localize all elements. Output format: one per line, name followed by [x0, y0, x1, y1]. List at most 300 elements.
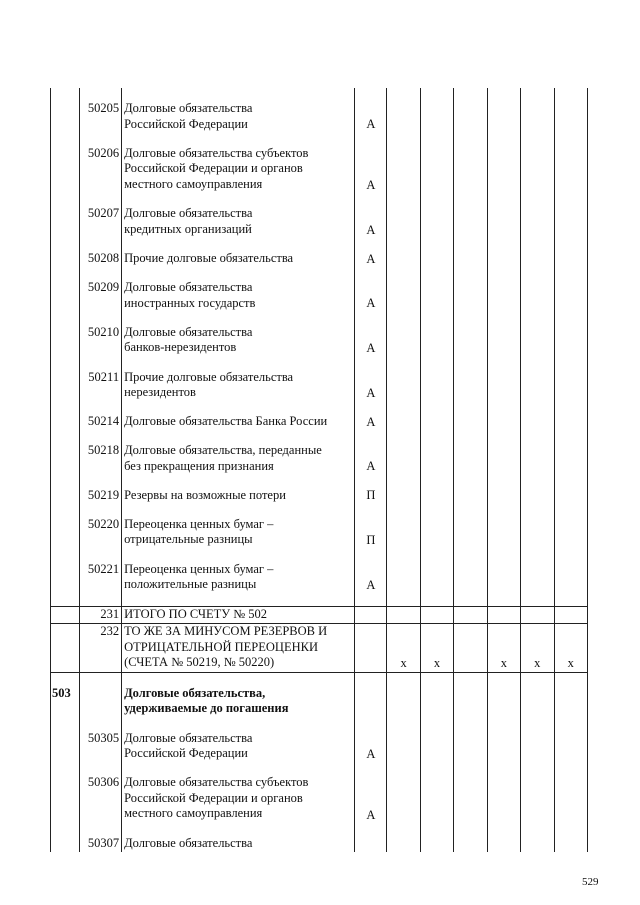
blank-cell — [554, 517, 588, 549]
blank-cell — [387, 549, 420, 562]
blank-cell — [387, 267, 420, 280]
blank-cell — [487, 504, 520, 517]
blank-cell — [487, 133, 520, 146]
blank-cell — [122, 430, 355, 443]
blank-cell — [487, 206, 520, 238]
blank-cell — [554, 357, 588, 370]
blank-cell — [521, 193, 554, 206]
table-row — [51, 836, 588, 852]
blank-cell — [355, 133, 387, 146]
blank-cell — [554, 146, 588, 194]
blank-cell — [487, 488, 520, 504]
account-name: Долговые обязательства иностранных государств — [122, 280, 355, 312]
spacer-row — [51, 593, 588, 607]
spacer-row — [51, 475, 588, 488]
blank-cell — [355, 593, 387, 607]
blank-cell — [454, 686, 487, 718]
blank-cell — [487, 823, 520, 836]
table-row — [51, 443, 588, 475]
spacer-row — [51, 193, 588, 206]
blank-cell — [51, 504, 80, 517]
blank-cell — [420, 280, 453, 312]
blank-cell — [51, 312, 80, 325]
blank-cell — [487, 475, 520, 488]
blank-cell — [387, 206, 420, 238]
blank-cell — [454, 836, 487, 852]
blank-cell — [420, 414, 453, 430]
blank-cell — [487, 146, 520, 194]
account-name: Долговые обязательства субъектов Российской Федерации и органов местного самоуправления — [122, 775, 355, 823]
blank-cell — [51, 549, 80, 562]
blank-cell — [521, 504, 554, 517]
group-cell — [51, 624, 80, 673]
account-name: Прочие долговые обязательства нерезидентов — [122, 370, 355, 402]
blank-cell — [521, 251, 554, 267]
blank-cell — [521, 312, 554, 325]
account-type: П — [355, 488, 387, 504]
table-row — [51, 517, 588, 549]
account-name: Долговые обязательства Банка России — [122, 414, 355, 430]
blank-cell — [122, 672, 355, 686]
group-row-503 — [51, 686, 588, 718]
account-type: А — [355, 146, 387, 194]
blank-cell — [355, 401, 387, 414]
blank-cell — [487, 325, 520, 357]
blank-cell — [420, 88, 453, 101]
account-name: Долговые обязательства кредитных организаций — [122, 206, 355, 238]
blank-cell — [420, 686, 453, 718]
spacer-row — [51, 549, 588, 562]
blank-cell — [487, 238, 520, 251]
blank-cell — [554, 193, 588, 206]
blank-cell — [387, 562, 420, 594]
blank-cell — [80, 549, 122, 562]
blank-cell — [355, 672, 387, 686]
total-name: ИТОГО ПО СЧЕТУ № 502 — [122, 607, 355, 624]
blank-cell — [454, 517, 487, 549]
blank-cell — [122, 593, 355, 607]
table-row — [51, 488, 588, 504]
blank-cell — [122, 312, 355, 325]
blank-cell — [51, 823, 80, 836]
account-type: А — [355, 414, 387, 430]
account-type: П — [355, 517, 387, 549]
blank-cell — [521, 686, 554, 718]
blank-cell — [454, 475, 487, 488]
blank-cell — [554, 414, 588, 430]
blank-cell — [454, 775, 487, 823]
blank-cell — [51, 672, 80, 686]
blank-cell — [454, 312, 487, 325]
blank-cell — [454, 593, 487, 607]
blank-cell — [521, 133, 554, 146]
blank-cell — [487, 549, 520, 562]
blank-cell — [487, 193, 520, 206]
blank-cell — [420, 593, 453, 607]
blank-cell — [355, 88, 387, 101]
blank-cell — [554, 401, 588, 414]
blank-cell — [355, 193, 387, 206]
blank-cell — [554, 312, 588, 325]
blank-cell — [387, 686, 420, 718]
table-row — [51, 562, 588, 594]
blank-cell — [355, 823, 387, 836]
blank-cell — [554, 718, 588, 731]
blank-cell — [420, 401, 453, 414]
blank-cell — [387, 430, 420, 443]
blank-cell — [554, 562, 588, 594]
blank-cell — [387, 762, 420, 775]
account-type: А — [355, 562, 387, 594]
blank-cell — [487, 401, 520, 414]
spacer-row — [51, 238, 588, 251]
group-cell — [51, 836, 80, 852]
blank-cell — [487, 251, 520, 267]
blank-cell — [51, 430, 80, 443]
blank-cell — [554, 607, 588, 624]
table-row — [51, 414, 588, 430]
blank-cell — [487, 562, 520, 594]
spacer-row — [51, 401, 588, 414]
blank-cell — [420, 430, 453, 443]
blank-cell — [487, 267, 520, 280]
blank-cell — [454, 762, 487, 775]
table-row — [51, 101, 588, 133]
blank-cell — [521, 731, 554, 763]
group-cell — [51, 414, 80, 430]
spacer-row — [51, 430, 588, 443]
blank-cell — [521, 280, 554, 312]
blank-cell — [554, 593, 588, 607]
blank-cell — [454, 88, 487, 101]
blank-cell — [122, 133, 355, 146]
blank-cell — [387, 475, 420, 488]
blank-cell — [420, 549, 453, 562]
blank-cell — [454, 430, 487, 443]
blank-cell — [454, 238, 487, 251]
blank-cell — [80, 823, 122, 836]
blank-cell — [80, 430, 122, 443]
account-type: А — [355, 206, 387, 238]
accounts-table — [50, 88, 588, 852]
blank-cell — [521, 370, 554, 402]
blank-cell — [420, 206, 453, 238]
blank-cell — [420, 443, 453, 475]
blank-cell — [387, 672, 420, 686]
blank-cell — [355, 357, 387, 370]
account-name: Долговые обязательства субъектов Российской Федерации и органов местного самоуправления — [122, 146, 355, 194]
blank-cell — [387, 517, 420, 549]
spacer-row — [51, 823, 588, 836]
blank-cell — [355, 267, 387, 280]
blank-cell — [521, 762, 554, 775]
blank-cell — [521, 325, 554, 357]
blank-cell — [487, 593, 520, 607]
blank-cell — [122, 401, 355, 414]
spacer-row — [51, 357, 588, 370]
account-type: А — [355, 251, 387, 267]
blank-cell — [387, 836, 420, 852]
account-number: 50207 — [80, 206, 122, 238]
blank-cell — [521, 593, 554, 607]
blank-cell — [454, 718, 487, 731]
blank-cell — [521, 718, 554, 731]
blank-cell — [420, 146, 453, 194]
account-type: А — [355, 443, 387, 475]
blank-cell — [554, 238, 588, 251]
blank-cell — [122, 549, 355, 562]
x-mark: х — [554, 624, 588, 673]
blank-cell — [554, 672, 588, 686]
blank-cell — [387, 280, 420, 312]
blank-cell — [487, 430, 520, 443]
blank-cell — [80, 593, 122, 607]
blank-cell — [355, 238, 387, 251]
account-number: 50206 — [80, 146, 122, 194]
blank-cell — [521, 267, 554, 280]
group-name: Долговые обязательства, удерживаемые до погашения — [122, 686, 355, 718]
blank-cell — [420, 238, 453, 251]
account-number — [80, 686, 122, 718]
blank-cell — [554, 686, 588, 718]
blank-cell — [521, 775, 554, 823]
blank-cell — [420, 762, 453, 775]
blank-cell — [387, 401, 420, 414]
table-row — [51, 251, 588, 267]
spacer-row — [51, 504, 588, 517]
blank-cell — [554, 101, 588, 133]
account-name: Прочие долговые обязательства — [122, 251, 355, 267]
account-number: 50219 — [80, 488, 122, 504]
blank-cell — [420, 672, 453, 686]
blank-cell — [387, 443, 420, 475]
blank-cell — [387, 88, 420, 101]
account-number: 50221 — [80, 562, 122, 594]
account-type: А — [355, 775, 387, 823]
blank-cell — [521, 88, 554, 101]
group-cell — [51, 731, 80, 763]
spacer-row — [51, 133, 588, 146]
blank-cell — [521, 401, 554, 414]
table-row — [51, 775, 588, 823]
account-name: Долговые обязательства Российской Федерации — [122, 731, 355, 763]
blank-cell — [487, 357, 520, 370]
table-row — [51, 731, 588, 763]
x-mark: х — [487, 624, 520, 673]
x-mark — [454, 624, 487, 673]
blank-cell — [554, 443, 588, 475]
spacer-row — [51, 672, 588, 686]
blank-cell — [554, 775, 588, 823]
account-number: 50205 — [80, 101, 122, 133]
blank-cell — [420, 488, 453, 504]
blank-cell — [51, 475, 80, 488]
blank-cell — [355, 549, 387, 562]
blank-cell — [554, 88, 588, 101]
blank-cell — [420, 101, 453, 133]
blank-cell — [80, 762, 122, 775]
blank-cell — [454, 193, 487, 206]
x-mark: х — [521, 624, 554, 673]
group-cell — [51, 607, 80, 624]
blank-cell — [521, 549, 554, 562]
blank-cell — [51, 88, 80, 101]
total-row-231 — [51, 607, 588, 624]
blank-cell — [387, 146, 420, 194]
blank-cell — [387, 193, 420, 206]
blank-cell — [122, 718, 355, 731]
table-row — [51, 146, 588, 194]
blank-cell — [51, 193, 80, 206]
blank-cell — [420, 836, 453, 852]
account-type: А — [355, 370, 387, 402]
blank-cell — [487, 607, 520, 624]
blank-cell — [521, 357, 554, 370]
blank-cell — [521, 607, 554, 624]
group-cell — [51, 443, 80, 475]
blank-cell — [487, 101, 520, 133]
blank-cell — [554, 488, 588, 504]
spacer-row — [51, 718, 588, 731]
blank-cell — [554, 731, 588, 763]
x-mark: х — [387, 624, 420, 673]
blank-cell — [454, 133, 487, 146]
table-row — [51, 206, 588, 238]
group-cell — [51, 146, 80, 194]
account-number: 50220 — [80, 517, 122, 549]
blank-cell — [521, 836, 554, 852]
blank-cell — [387, 607, 420, 624]
blank-cell — [355, 718, 387, 731]
group-cell — [51, 517, 80, 549]
blank-cell — [420, 325, 453, 357]
account-number: 50306 — [80, 775, 122, 823]
blank-cell — [122, 88, 355, 101]
account-type: А — [355, 280, 387, 312]
blank-cell — [454, 401, 487, 414]
blank-cell — [80, 401, 122, 414]
account-number: 50209 — [80, 280, 122, 312]
blank-cell — [387, 238, 420, 251]
blank-cell — [387, 101, 420, 133]
blank-cell — [521, 517, 554, 549]
blank-cell — [554, 836, 588, 852]
blank-cell — [454, 146, 487, 194]
blank-cell — [487, 312, 520, 325]
blank-cell — [51, 267, 80, 280]
account-type — [355, 836, 387, 852]
blank-cell — [387, 133, 420, 146]
blank-cell — [387, 731, 420, 763]
spacer-row — [51, 267, 588, 280]
x-mark: х — [420, 624, 453, 673]
blank-cell — [554, 133, 588, 146]
page-number: 529 — [582, 876, 599, 888]
blank-cell — [420, 475, 453, 488]
blank-cell — [387, 775, 420, 823]
blank-cell — [521, 146, 554, 194]
blank-cell — [122, 267, 355, 280]
blank-cell — [487, 517, 520, 549]
group-cell — [51, 325, 80, 357]
blank-cell — [51, 401, 80, 414]
blank-cell — [454, 101, 487, 133]
account-name: Переоценка ценных бумаг – положительные разницы — [122, 562, 355, 594]
blank-cell — [521, 488, 554, 504]
blank-cell — [51, 357, 80, 370]
blank-cell — [487, 731, 520, 763]
blank-cell — [554, 280, 588, 312]
blank-cell — [387, 325, 420, 357]
spacer-row — [51, 88, 588, 101]
blank-cell — [420, 731, 453, 763]
group-code: 503 — [51, 686, 80, 718]
blank-cell — [521, 475, 554, 488]
blank-cell — [454, 443, 487, 475]
blank-cell — [355, 504, 387, 517]
blank-cell — [51, 593, 80, 607]
group-cell — [51, 775, 80, 823]
blank-cell — [122, 762, 355, 775]
blank-cell — [521, 562, 554, 594]
blank-cell — [122, 475, 355, 488]
blank-cell — [521, 823, 554, 836]
blank-cell — [122, 823, 355, 836]
blank-cell — [487, 762, 520, 775]
group-cell — [51, 280, 80, 312]
total-code: 232 — [80, 624, 122, 673]
blank-cell — [454, 607, 487, 624]
account-type: А — [355, 731, 387, 763]
blank-cell — [454, 325, 487, 357]
blank-cell — [521, 101, 554, 133]
blank-cell — [487, 414, 520, 430]
blank-cell — [122, 193, 355, 206]
total-row-232 — [51, 624, 588, 673]
blank-cell — [554, 325, 588, 357]
account-name: Долговые обязательства — [122, 836, 355, 852]
blank-cell — [521, 414, 554, 430]
account-name: Переоценка ценных бумаг – отрицательные разницы — [122, 517, 355, 549]
account-type: А — [355, 101, 387, 133]
blank-cell — [454, 549, 487, 562]
blank-cell — [387, 488, 420, 504]
account-number: 50305 — [80, 731, 122, 763]
blank-cell — [355, 475, 387, 488]
group-cell — [51, 488, 80, 504]
blank-cell — [420, 823, 453, 836]
blank-cell — [487, 443, 520, 475]
blank-cell — [80, 475, 122, 488]
blank-cell — [80, 267, 122, 280]
blank-cell — [387, 504, 420, 517]
blank-cell — [487, 775, 520, 823]
blank-cell — [80, 312, 122, 325]
blank-cell — [420, 267, 453, 280]
blank-cell — [387, 823, 420, 836]
group-cell — [51, 562, 80, 594]
blank-cell — [420, 562, 453, 594]
blank-cell — [554, 370, 588, 402]
blank-cell — [51, 718, 80, 731]
blank-cell — [487, 88, 520, 101]
group-cell — [51, 206, 80, 238]
spacer-row — [51, 762, 588, 775]
blank-cell — [80, 193, 122, 206]
blank-cell — [387, 312, 420, 325]
account-number: 50208 — [80, 251, 122, 267]
blank-cell — [122, 504, 355, 517]
